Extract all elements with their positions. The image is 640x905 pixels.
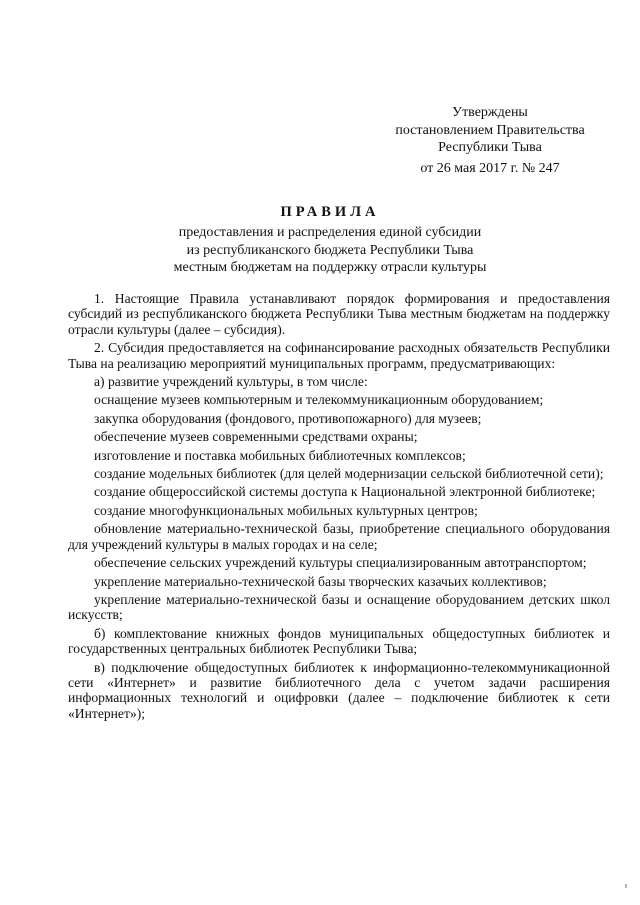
list-item: оснащение музеев компьютерным и телекоммуникационным оборудованием; [94,392,544,408]
document-subtitle [80,224,580,276]
document-body [68,291,610,721]
approval-line-resolution: постановлением Правительства [395,122,585,138]
list-item: создание многофункциональных мобильных культурных центров; [94,502,478,518]
list-item: обеспечение сельских учреждений культуры специализированным автотранспортом; [94,555,587,571]
approval-date: от 26 мая 2017 г. № 247 [420,160,560,176]
list-item: укрепление материально-технической базы и оснащение оборудованием детских школ искусств; [68,591,610,623]
approval-line-approved: Утверждены [452,105,528,120]
document-heading [80,205,580,276]
clause-v: в) подключение общедоступных библиотек к информационно-телекоммуникационной сети «Интернет» и развитие библиотечного дела с учетом задачи расширения информационных технологий и оцифровки (далее – подключение библиотек к сети «Интернет»); [68,659,610,721]
list-item: создание общероссийской системы доступа к Национальной электронной библиотеке; [94,484,596,500]
paragraph-2: 2. Субсидия предоставляется на софинансирование расходных обязательств Республики Тыва на реализацию мероприятий муниципальных программ, предусматривающих: [68,340,610,371]
list-item: обновление материально-технической базы, приобретение специального оборудования для учреждений культуры в малых городах и на селе; [68,521,610,552]
list-item: обеспечение музеев современными средствами охраны; [94,429,418,445]
subtitle-line-2: из республиканского бюджета Республики Тыва [186,242,474,258]
list-item: создание модельных библиотек (для целей модернизации сельской библиотечной сети); [94,466,604,482]
clause-b: б) комплектование книжных фондов муниципальных общедоступных библиотек и государственных центральных библиотек Республики Тыва; [68,625,610,657]
approval-stamp [380,104,600,177]
list-item: изготовление и поставка мобильных библиотечных комплексов; [94,447,466,463]
list-item: закупка оборудования (фондового, противопожарного) для музеев; [94,410,482,426]
clause-a: а) развитие учреждений культуры, в том числе: [94,374,368,390]
subtitle-line-1: предоставления и распределения единой субсидии [178,225,482,241]
paragraph-1: 1. Настоящие Правила устанавливают порядок формирования и предоставления субсидий из республиканского бюджета Республики Тыва местным бюджетам на поддержку отрасли культуры (далее – субсидия). [68,291,610,337]
subtitle-line-3: местным бюджетам на поддержку отрасли культуры [173,259,487,275]
page-mark [625,884,627,888]
list-item: укрепление материально-технической базы творческих казачьих коллективов; [94,573,547,589]
document-title: ПРАВИЛА [280,204,380,220]
approval-line-republic: Республики Тыва [438,140,542,155]
